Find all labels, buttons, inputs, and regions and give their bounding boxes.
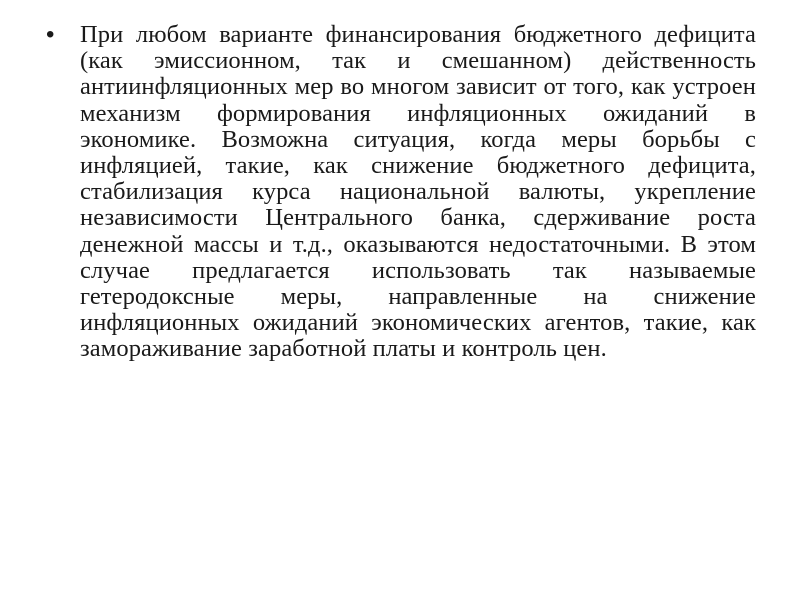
bullet-list xyxy=(46,22,756,363)
bullet-text: При любом варианте финансирования бюджетного дефицита (как эмиссионном, так и смешанном) действенность антиинфляционных мер во многом зависит от того, как устроен механизм формирования инфляционных ожиданий в экономике. Возможна ситуация, когда меры борьбы с инфляцией, такие, как снижение бюджетного дефицита, стабилизация курса национальной валюты, укрепление независимости Центрального банка, сдерживание роста денежной массы и т.д., оказываются недостаточными. В этом случае предлагается использовать так называемые гетеродоксные меры, направленные на снижение инфляционных ожиданий экономических агентов, такие, как замораживание заработной платы и контроль цен. xyxy=(80,21,756,363)
bullet-dot-icon: • xyxy=(46,21,55,48)
bullet-item xyxy=(46,22,756,363)
